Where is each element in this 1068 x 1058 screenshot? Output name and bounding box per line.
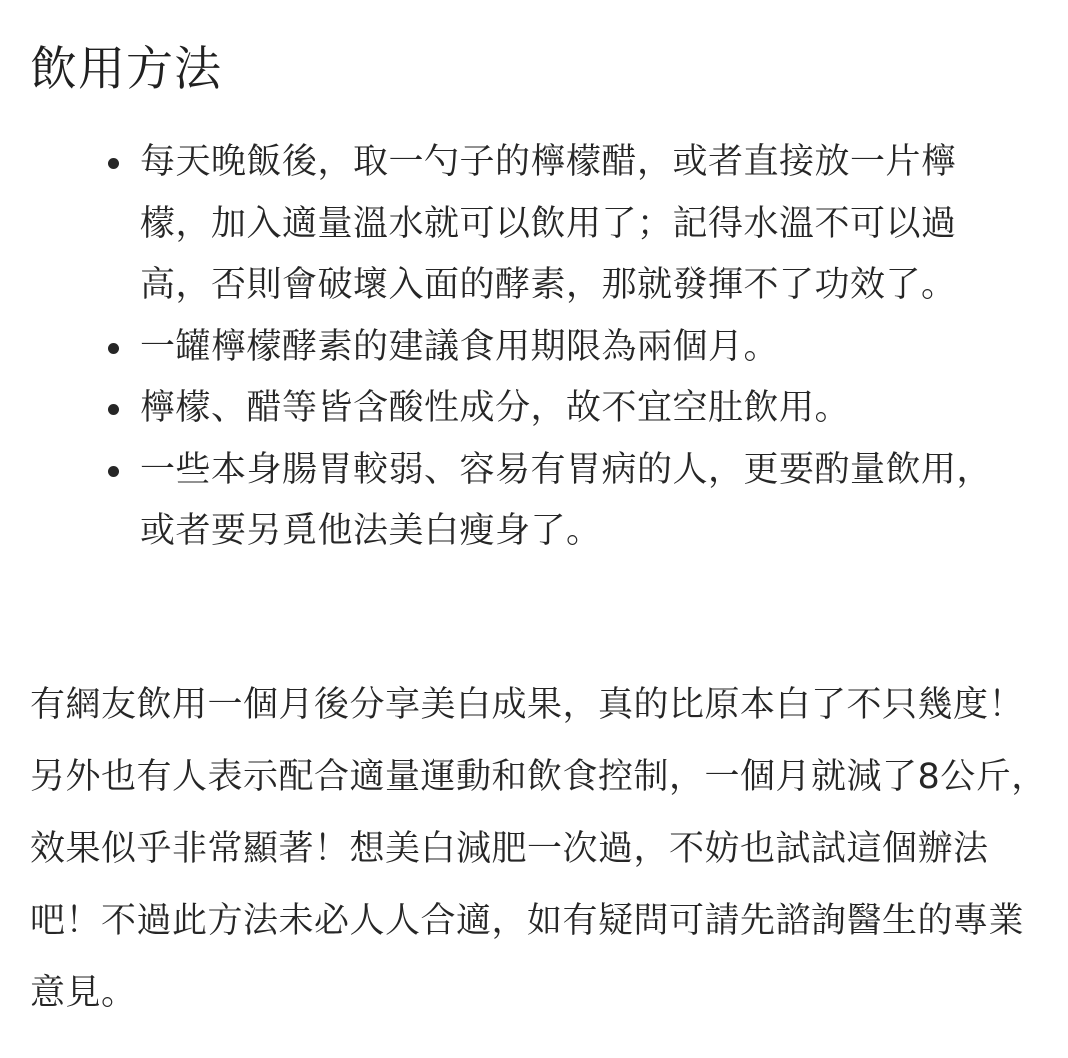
list-item-text: 檸檬、醋等皆含酸性成分，故不宜空肚飲用。: [140, 388, 851, 428]
list-item: [140, 132, 1025, 317]
list-item: [140, 317, 1025, 379]
list-item-text: 一些本身腸胃較弱、容易有胃病的人，更要酌量飲用，或者要另覓他法美白瘦身了。: [140, 449, 993, 551]
body-paragraph: 有網友飲用一個月後分享美白成果，真的比原本白了不只幾度！另外也有人表示配合適量運動和飲食控制，一個月就減了8公斤，效果似乎非常顯著！想美白減肥一次過，不妨也試試這個辦法吧！不過此方法未必人人合適，如有疑問可請先諮詢醫生的專業意見。: [30, 685, 1047, 1013]
list-item: [140, 440, 1025, 563]
bullet-icon: [108, 343, 119, 354]
section-heading: 飲用方法: [30, 42, 222, 97]
bullet-icon: [108, 158, 119, 169]
list-item: [140, 378, 1025, 440]
bullet-icon: [108, 404, 119, 415]
bullet-icon: [108, 466, 119, 477]
list-item-text: 一罐檸檬酵素的建議食用期限為兩個月。: [140, 326, 780, 367]
list-item-text: 每天晚飯後，取一勺子的檸檬醋，或者直接放一片檸檬，加入適量溫水就可以飲用了；記得水溫不可以過高，否則會破壞入面的酵素，那就發揮不了功效了。: [140, 142, 957, 305]
usage-tips-list: [140, 132, 1025, 563]
